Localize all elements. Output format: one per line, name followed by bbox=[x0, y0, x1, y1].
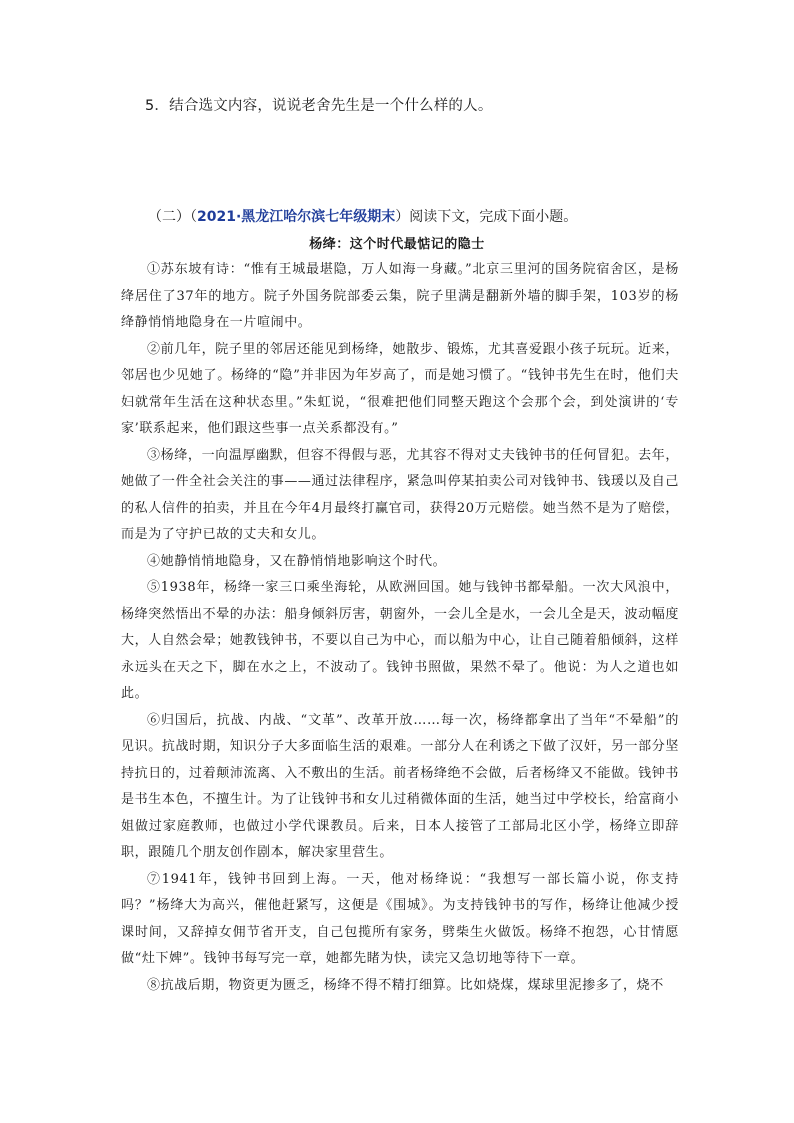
section-suffix: ）阅读下文，完成下面小题。 bbox=[395, 209, 578, 225]
paragraph-6: ⑥归国后，抗战、内战、“文革”、改革开放……每一次，杨绛都拿出了当年“不晕船”的见识。抗战时期，知识分子大多面临生活的艰难。一部分人在利诱之下做了汉奸，另一部分坚持抗日的，过着颠沛流离、入不敷出的生活。前者杨绛绝不会做，后者杨绛又不能做。钱钟书是书生本色，不擅生计。为了让钱钟书和女儿过稍微体面的生活，她当过中学校长，给富商小姐做过家庭教师，也做过小学代课教员。后来，日本人接管了工部局北区小学，杨绛立即辞职，跟随几个朋友创作剧本，解决家里营生。 bbox=[121, 712, 679, 860]
article-title: 杨绛：这个时代最惦记的隐士 bbox=[309, 237, 485, 252]
source-label: 2021·黑龙江哈尔滨七年级期末 bbox=[197, 209, 396, 225]
section-prefix: （二）（ bbox=[148, 209, 197, 225]
article-body bbox=[121, 257, 679, 999]
paragraph-7: ⑦1941年，钱钟书回到上海。一天，他对杨绛说：“我想写一部长篇小说，你支持吗？”杨绛大为高兴，催他赶紧写，这便是《围城》。为支持钱钟书的写作，杨绛让他减少授课时间，又辞掉女佣节省开支，自己包揽所有家务，劈柴生火做饭。杨绛不抱怨，心甘情愿做“灶下婢”。钱钟书每写完一章，她都先睹为快，读完又急切地等待下一章。 bbox=[121, 871, 679, 966]
paragraph-3: ③杨绛，一向温厚幽默，但容不得假与恶，尤其容不得对丈夫钱钟书的任何冒犯。去年，她做了一件全社会关注的事——通过法律程序，紧急叫停某拍卖公司对钱钟书、钱瑗以及自己的私人信件的拍卖，并且在今年4月最终打赢官司，获得20万元赔偿。她当然不是为了赔偿，而是为了守护已故的丈夫和女儿。 bbox=[121, 447, 679, 542]
paragraph-4: ④她静悄悄地隐身，又在静悄悄地影响这个时代。 bbox=[147, 553, 447, 569]
question-5: 5．结合选文内容，说说老舍先生是一个什么样的人。 bbox=[145, 98, 493, 114]
section-heading bbox=[148, 206, 577, 226]
paragraph-1: ①苏东坡有诗：“惟有王城最堪隐，万人如海一身藏。”北京三里河的国务院宿舍区，是杨绛居住了37年的地方。院子外国务院部委云集，院子里满是翻新外墙的脚手架，103岁的杨绛静悄悄地隐身在一片喧闹中。 bbox=[121, 262, 679, 330]
paragraph-8: ⑧抗战后期，物资更为匮乏，杨绛不得不精打细算。比如烧煤，煤球里泥掺多了，烧不 bbox=[147, 977, 664, 993]
paragraph-5: ⑤1938年，杨绛一家三口乘坐海轮，从欧洲回国。她与钱钟书都晕船。一次大风浪中，杨绛突然悟出不晕的办法：船身倾斜厉害，朝窗外，一会儿全是水，一会儿全是天，波动幅度大，人自然会晕；她教钱钟书，不要以自己为中心，而以船为中心，让自己随着船倾斜，这样永远头在天之下，脚在水之上，不波动了。钱钟书照做，果然不晕了。他说：为人之道也如此。 bbox=[121, 580, 679, 701]
paragraph-2: ②前几年，院子里的邻居还能见到杨绛，她散步、锻炼，尤其喜爱跟小孩子玩玩。近来，邻居也少见她了。杨绛的“隐”并非因为年岁高了，而是她习惯了。“钱钟书先生在时，他们夫妇就常年生活在这种状态里。”朱虹说，“很难把他们同整天跑这个会那个会，到处演讲的‘专家’联系起来，他们跟这些事一点关系都没有。” bbox=[121, 341, 679, 436]
